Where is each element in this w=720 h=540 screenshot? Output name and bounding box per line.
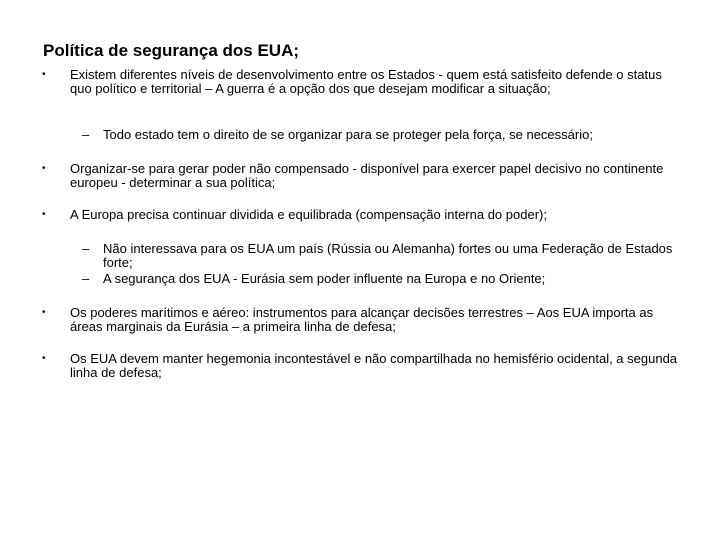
bullet-icon: • [42,163,46,174]
bullet-icon: • [42,307,46,318]
bullet-text: A Europa precisa continuar dividida e equilibrada (compensação interna do poder); [70,207,547,222]
bullet-text: Existem diferentes níveis de desenvolvimento entre os Estados - quem está satisfeito defende o status quo político e territorial – A guerra é a opção dos que desejam modificar a situação; [70,67,662,96]
bullet-item [42,208,682,222]
dash-icon: – [82,241,90,256]
bullet-text: Os EUA devem manter hegemonia incontestável e não compartilhada no hemisfério ocidental, a segunda linha de defesa; [70,351,678,380]
bullet-text: Os poderes marítimos e aéreo: instrumentos para alcançar decisões terrestres – Aos EUA importa as áreas marginais da Eurásia – a primeira linha de defesa; [70,305,654,334]
bullet-item [42,68,682,95]
sub-bullet-text: Não interessava para os EUA um país (Rússia ou Alemanha) fortes ou uma Federação de Estados forte; [103,241,673,270]
slide-title: Política de segurança dos EUA; [43,41,300,60]
sub-bullet-text: A segurança dos EUA - Eurásia sem poder influente na Europa e no Oriente; [103,271,546,286]
sub-bullet-item [82,128,682,142]
dash-icon: – [82,127,90,142]
sub-bullet-text: Todo estado tem o direito de se organizar para se proteger pela força, se necessário; [103,127,593,142]
bullet-item [42,306,682,333]
bullet-icon: • [42,353,46,364]
bullet-text: Organizar-se para gerar poder não compensado - disponível para exercer papel decisivo no continente europeu - determinar a sua política; [70,161,664,190]
bullet-item [42,162,682,189]
sub-bullet-item [82,242,682,269]
sub-bullet-item [82,272,682,286]
bullet-item [42,352,682,379]
bullet-icon: • [42,69,46,80]
dash-icon: – [82,271,90,286]
bullet-icon: • [42,209,46,220]
